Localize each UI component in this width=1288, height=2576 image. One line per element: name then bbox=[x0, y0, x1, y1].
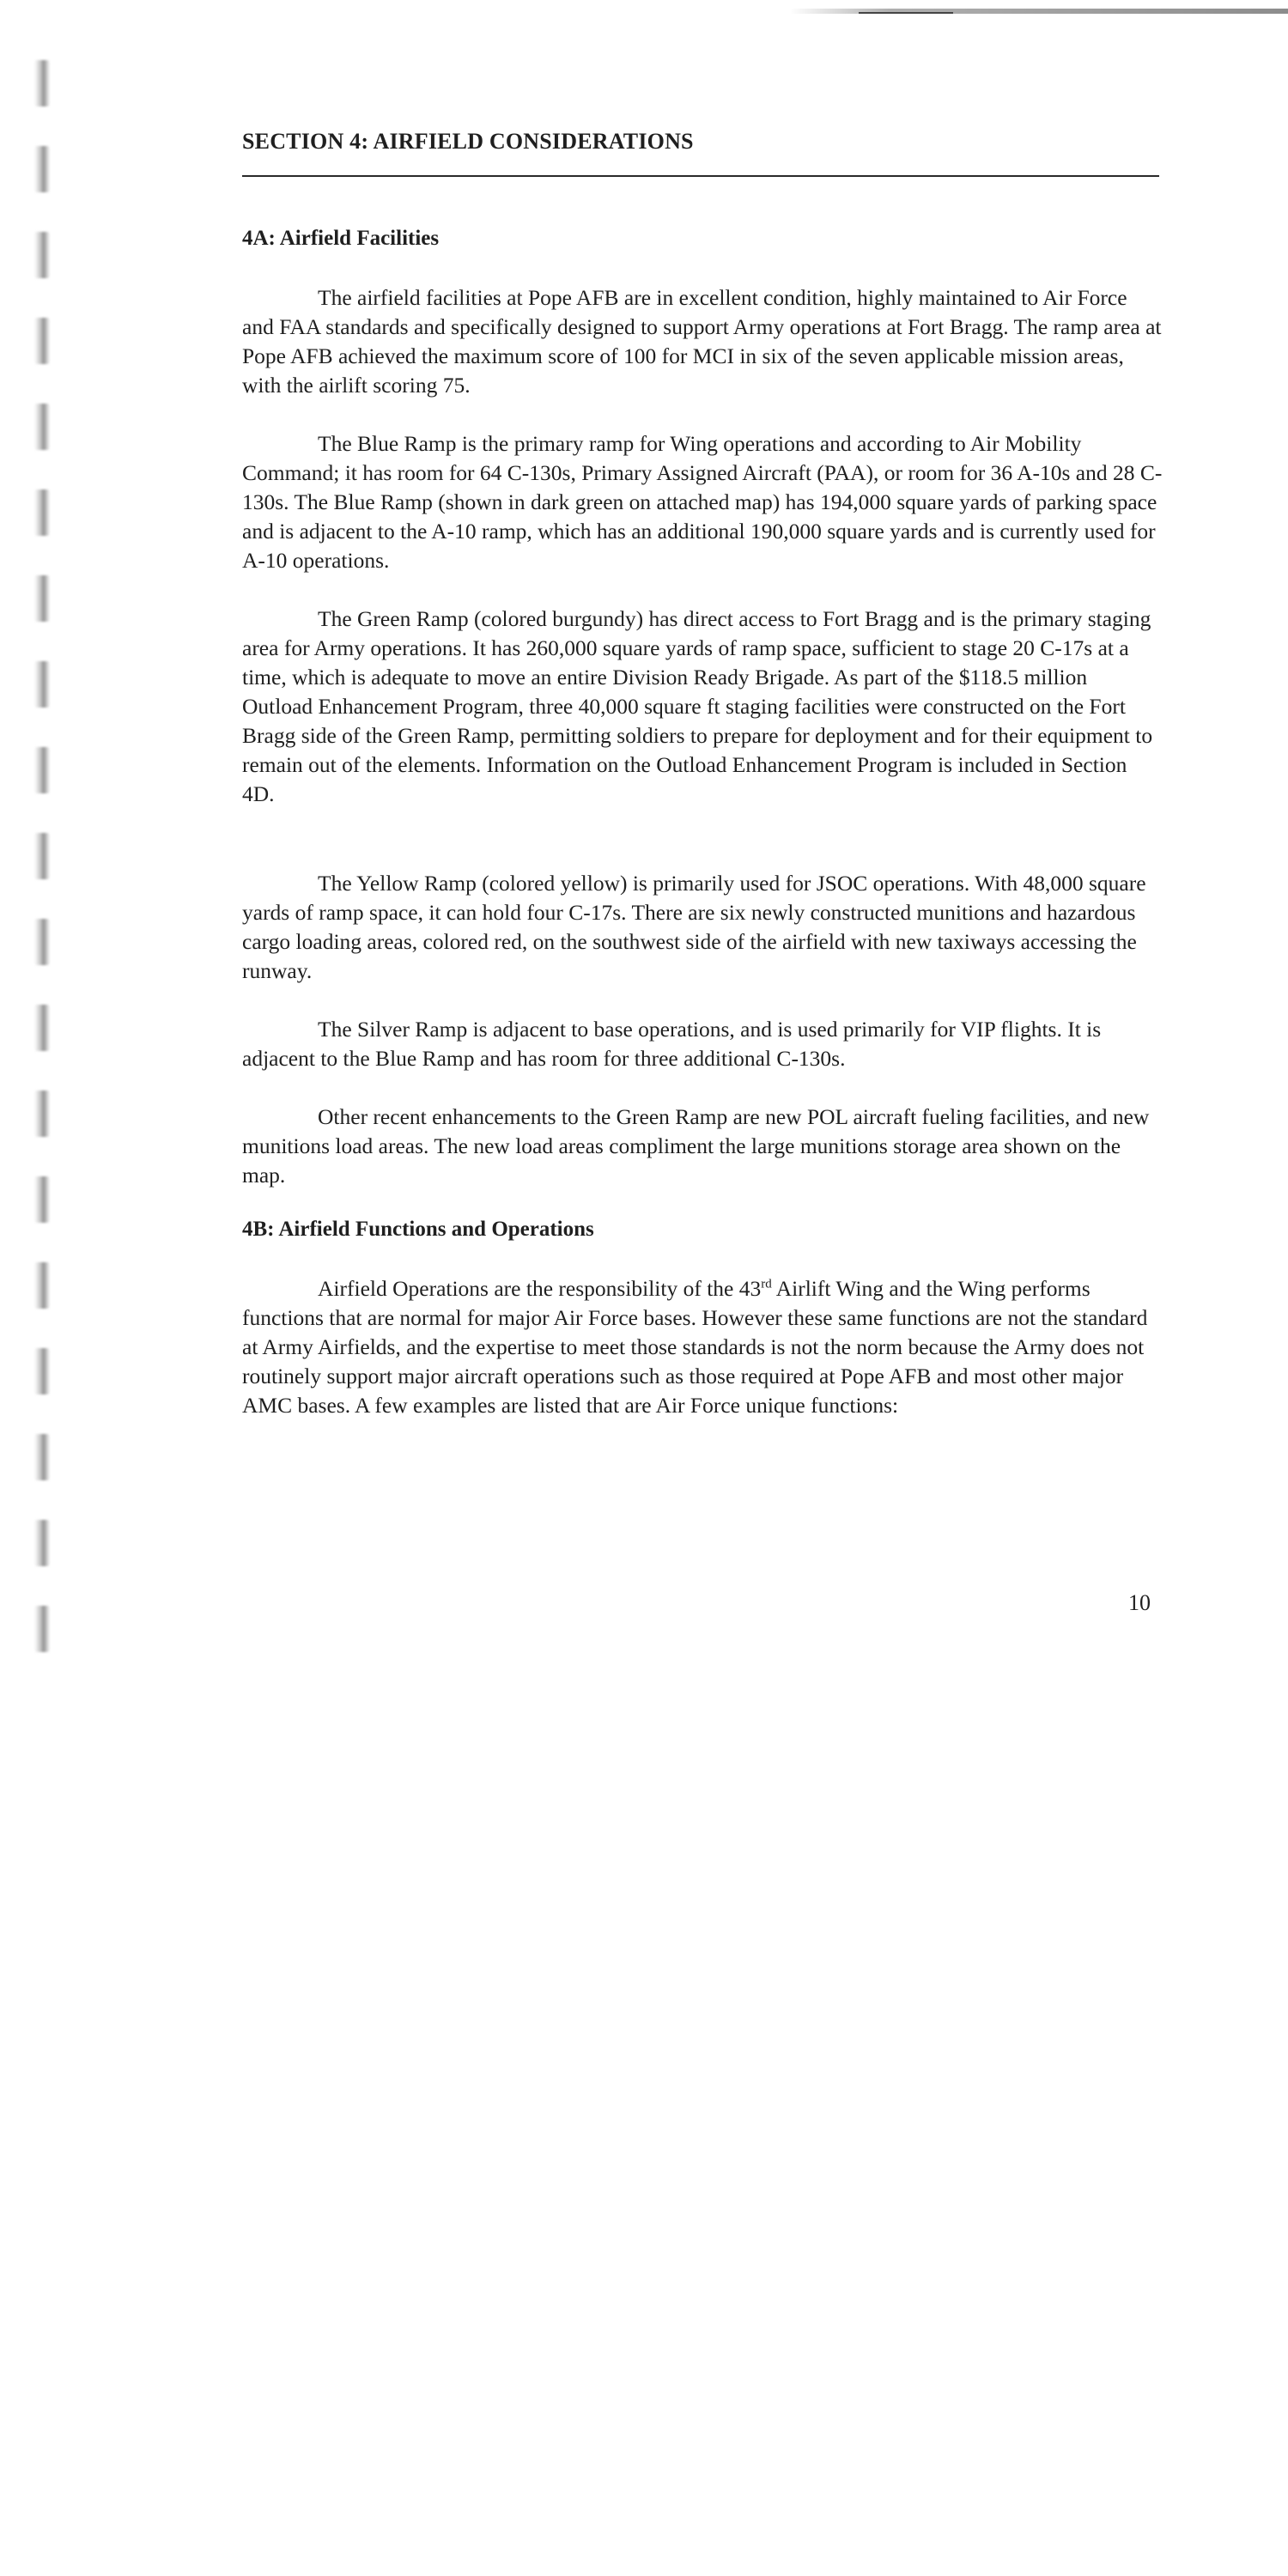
binding-hole bbox=[34, 60, 50, 106]
binding-hole bbox=[34, 1176, 50, 1223]
binding-hole bbox=[34, 575, 50, 622]
paragraph-yellow-ramp: The Yellow Ramp (colored yellow) is primarily used for JSOC operations. With 48,000 square yards of ramp space, it can hold four C-17s. There are six newly constructed munitions and hazardous cargo loading areas, colored red, on the southwest side of the airfield with new taxiways accessing the runway. bbox=[242, 871, 1146, 983]
paragraph-blue-ramp: The Blue Ramp is the primary ramp for Wing operations and according to Air Mobility Command; it has room for 64 C-130s, Primary Assigned Aircraft (PAA), or room for 36 A-10s and 28 C-130s. The Blue Ramp (shown in dark green on attached map) has 194,000 square yards of parking space and is adjacent to the A-10 ramp, which has an additional 190,000 square yards and is currently used for A-10 operations. bbox=[242, 431, 1163, 573]
binding-hole bbox=[34, 1348, 50, 1394]
binding-hole bbox=[34, 1606, 50, 1652]
binding-hole bbox=[34, 1091, 50, 1137]
subsection-heading-4b: 4B: Airfield Functions and Operations bbox=[242, 1218, 594, 1241]
binding-hole bbox=[34, 232, 50, 278]
binding-hole bbox=[34, 661, 50, 708]
section-title: SECTION 4: AIRFIELD CONSIDERATIONS bbox=[242, 129, 694, 154]
operations-text-rest: Airlift Wing and the Wing performs functions that are normal for major Air Force bases. However these same functions are not the standard at Army Airfields, and the expertise to meet those standards is not the norm because the Army does not routinely support major aircraft operations such as those required at Pope AFB and most other major AMC bases. A few examples are listed that are Air Force unique functions: bbox=[242, 1276, 1148, 1418]
binding-holes bbox=[33, 52, 67, 1649]
binding-hole bbox=[34, 833, 50, 879]
paragraph-green-ramp: The Green Ramp (colored burgundy) has direct access to Fort Bragg and is the primary staging area for Army operations. It has 260,000 square yards of ramp space, sufficient to stage 20 C-17s at a time, which is adequate to move an entire Division Ready Brigade. As part of the $118.5 million Outload Enhancement Program, three 40,000 square ft staging facilities were constructed on the Fort Bragg side of the Green Ramp, permitting soldiers to prepare for deployment and for their equipment to remain out of the elements. Information on the Outload Enhancement Program is included in Section 4D. bbox=[242, 606, 1153, 806]
binding-hole bbox=[34, 404, 50, 450]
ordinal-suffix: rd bbox=[761, 1277, 772, 1291]
paragraph-recent-enhancements: Other recent enhancements to the Green Ramp are new POL aircraft fueling facilities, and new munitions load areas. The new load areas compliment the large munitions storage area shown on the map. bbox=[242, 1104, 1150, 1188]
binding-hole bbox=[34, 146, 50, 192]
binding-hole bbox=[34, 318, 50, 364]
page-number: 10 bbox=[1128, 1590, 1151, 1615]
operations-text-start: Airfield Operations are the responsibility of the 43 bbox=[318, 1276, 762, 1301]
binding-hole bbox=[34, 747, 50, 793]
paragraph-silver-ramp: The Silver Ramp is adjacent to base operations, and is used primarily for VIP flights. It is adjacent to the Blue Ramp and has room for three additional C-130s. bbox=[242, 1017, 1102, 1071]
binding-hole bbox=[34, 489, 50, 536]
section-divider bbox=[242, 175, 1159, 177]
paragraph-airfield-operations bbox=[242, 1274, 1163, 1420]
binding-hole bbox=[34, 1520, 50, 1566]
subsection-heading-4a: 4A: Airfield Facilities bbox=[242, 227, 440, 250]
binding-hole bbox=[34, 919, 50, 965]
binding-hole bbox=[34, 1005, 50, 1051]
scan-edge-line bbox=[790, 9, 1288, 14]
paragraph-airfield-facilities: The airfield facilities at Pope AFB are in excellent condition, highly maintained to Air Force and FAA standards and specifically designed to support Army operations at Fort Bragg. The ramp area at Pope AFB achieved the maximum score of 100 for MCI in six of the seven applicable mission areas, with the airlift scoring 75. bbox=[242, 285, 1162, 398]
binding-hole bbox=[34, 1434, 50, 1480]
binding-hole bbox=[34, 1262, 50, 1309]
